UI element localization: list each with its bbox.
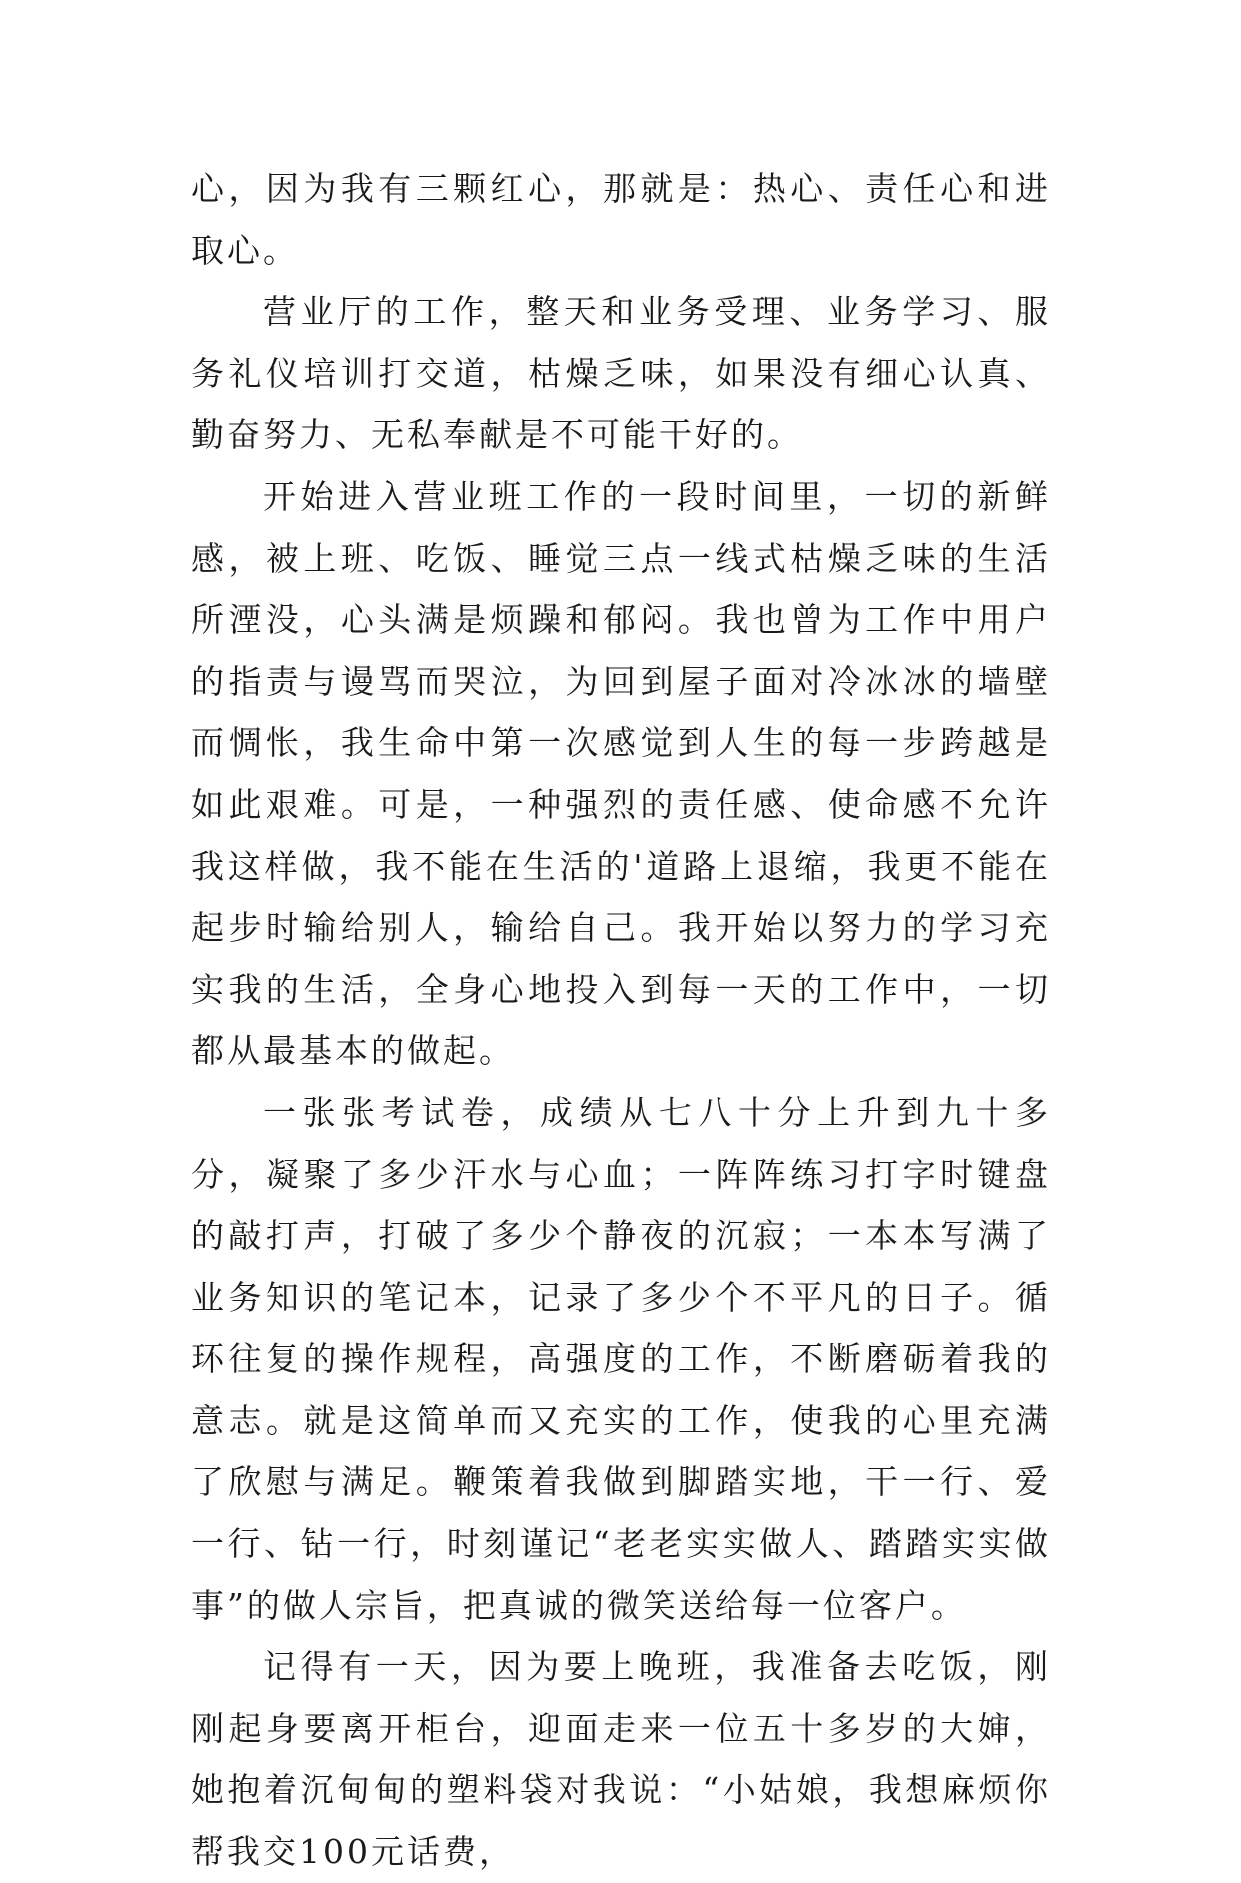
document-body bbox=[191, 158, 1051, 1883]
paragraph-evening-shift: 记得有一天，因为要上晚班，我准备去吃饭，刚刚起身要离开柜台，迎面走来一位五十多岁的大婶，她抱着沉甸甸的塑料袋对我说：“小姑娘，我想麻烦你帮我交100元话费， bbox=[191, 1647, 1051, 1872]
paragraph-continuation: 心，因为我有三颗红心，那就是：热心、责任心和进取心。 bbox=[191, 169, 1051, 270]
paragraph-business-hall-work: 营业厅的工作，整天和业务受理、业务学习、服务礼仪培训打交道，枯燥乏味，如果没有细心认真、勤奋努力、无私奉献是不可能干好的。 bbox=[191, 292, 1051, 455]
paragraph-starting-work: 开始进入营业班工作的一段时间里，一切的新鲜感，被上班、吃饭、睡觉三点一线式枯燥乏味的生活所湮没，心头满是烦躁和郁闷。我也曾为工作中用户的指责与谩骂而哭泣，为回到屋子面对冷冰冰的墙壁而惆怅，我生命中第一次感觉到人生的每一步跨越是如此艰难。可是，一种强烈的责任感、使命感不允许我这样做，我不能在生活的'道路上退缩，我更不能在起步时输给别人，输给自己。我开始以努力的学习充实我的生活，全身心地投入到每一天的工作中，一切都从最基本的做起。 bbox=[191, 476, 1051, 1071]
paragraph-exam-progress: 一张张考试卷，成绩从七八十分上升到九十多分，凝聚了多少汗水与心血；一阵阵练习打字时键盘的敲打声，打破了多少个静夜的沉寂；一本本写满了业务知识的笔记本，记录了多少个不平凡的日子。循环往复的操作规程，高强度的工作，不断磨砺着我的意志。就是这简单而又充实的工作，使我的心里充满了欣慰与满足。鞭策着我做到脚踏实地，干一行、爱一行、钻一行，时刻谨记“老老实实做人、踏踏实实做事”的做人宗旨，把真诚的微笑送给每一位客户。 bbox=[191, 1092, 1051, 1625]
